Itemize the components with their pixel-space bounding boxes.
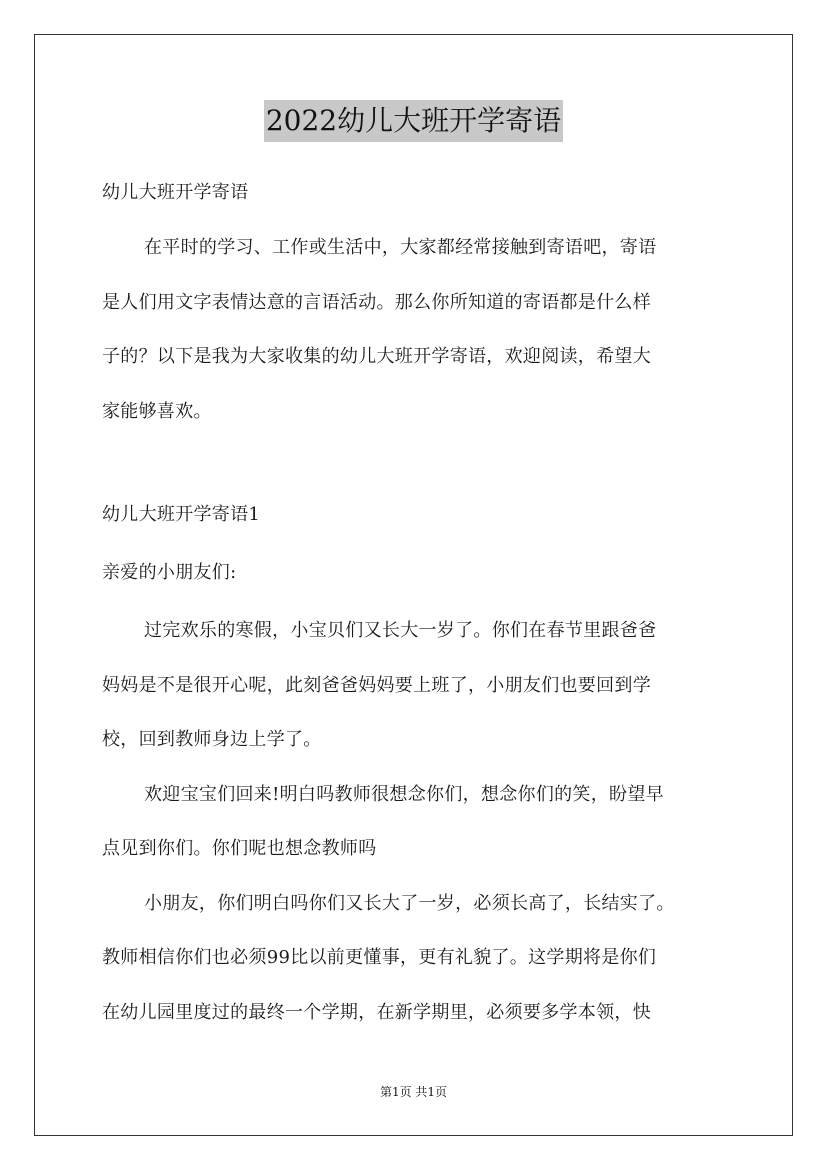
paragraph-line: 是人们用文字表情达意的言语活动。那么你所知道的寄语都是什么样 — [102, 291, 651, 313]
paragraph-line: 校，回到教师身边上学了。 — [102, 729, 322, 750]
salutation: 亲爱的小朋友们: — [102, 562, 237, 583]
paragraph-line: 妈妈是不是很开心呢，此刻爸爸妈妈要上班了，小朋友们也要回到学 — [102, 674, 651, 696]
intro-paragraph — [102, 221, 742, 439]
document-body — [102, 170, 742, 1040]
paragraph-1 — [102, 604, 742, 768]
paragraph-line: 点见到你们。你们呢也想念教师吗 — [102, 838, 377, 859]
section-heading: 幼儿大班开学寄语 — [102, 182, 249, 203]
paragraph-line: 家能够喜欢。 — [102, 400, 212, 422]
paragraph-line: 小朋友，你们明白吗你们又长大了一岁，必须长高了，长结实了。 — [144, 892, 675, 914]
paragraph-line: 子的？以下是我为大家收集的幼儿大班开学寄语，欢迎阅读，希望大 — [102, 346, 651, 367]
section-heading: 幼儿大班开学寄语1 — [102, 504, 261, 525]
paragraph-3 — [102, 877, 742, 1041]
document-title: 2022幼儿大班开学寄语 — [264, 100, 563, 142]
page-footer — [0, 1083, 827, 1100]
paragraph-line: 欢迎宝宝们回来!明白吗教师很想念你们，想念你们的笑，盼望早 — [144, 783, 664, 805]
paragraph-line: 教师相信你们也必须99比以前更懂事，更有礼貌了。这学期将是你们 — [102, 947, 657, 968]
paragraph-line: 在平时的学习、工作或生活中，大家都经常接触到寄语吧，寄语 — [144, 237, 657, 258]
title-container — [0, 100, 827, 142]
paragraph-line: 过完欢乐的寒假，小宝贝们又长大一岁了。你们在春节里跟爸爸 — [144, 620, 657, 641]
page-number: 第1页 共1页 — [379, 1085, 448, 1099]
paragraph-line: 在幼儿园里度过的最终一个学期，在新学期里，必须要多学本领，快 — [102, 1001, 651, 1023]
paragraph-2 — [102, 768, 742, 877]
